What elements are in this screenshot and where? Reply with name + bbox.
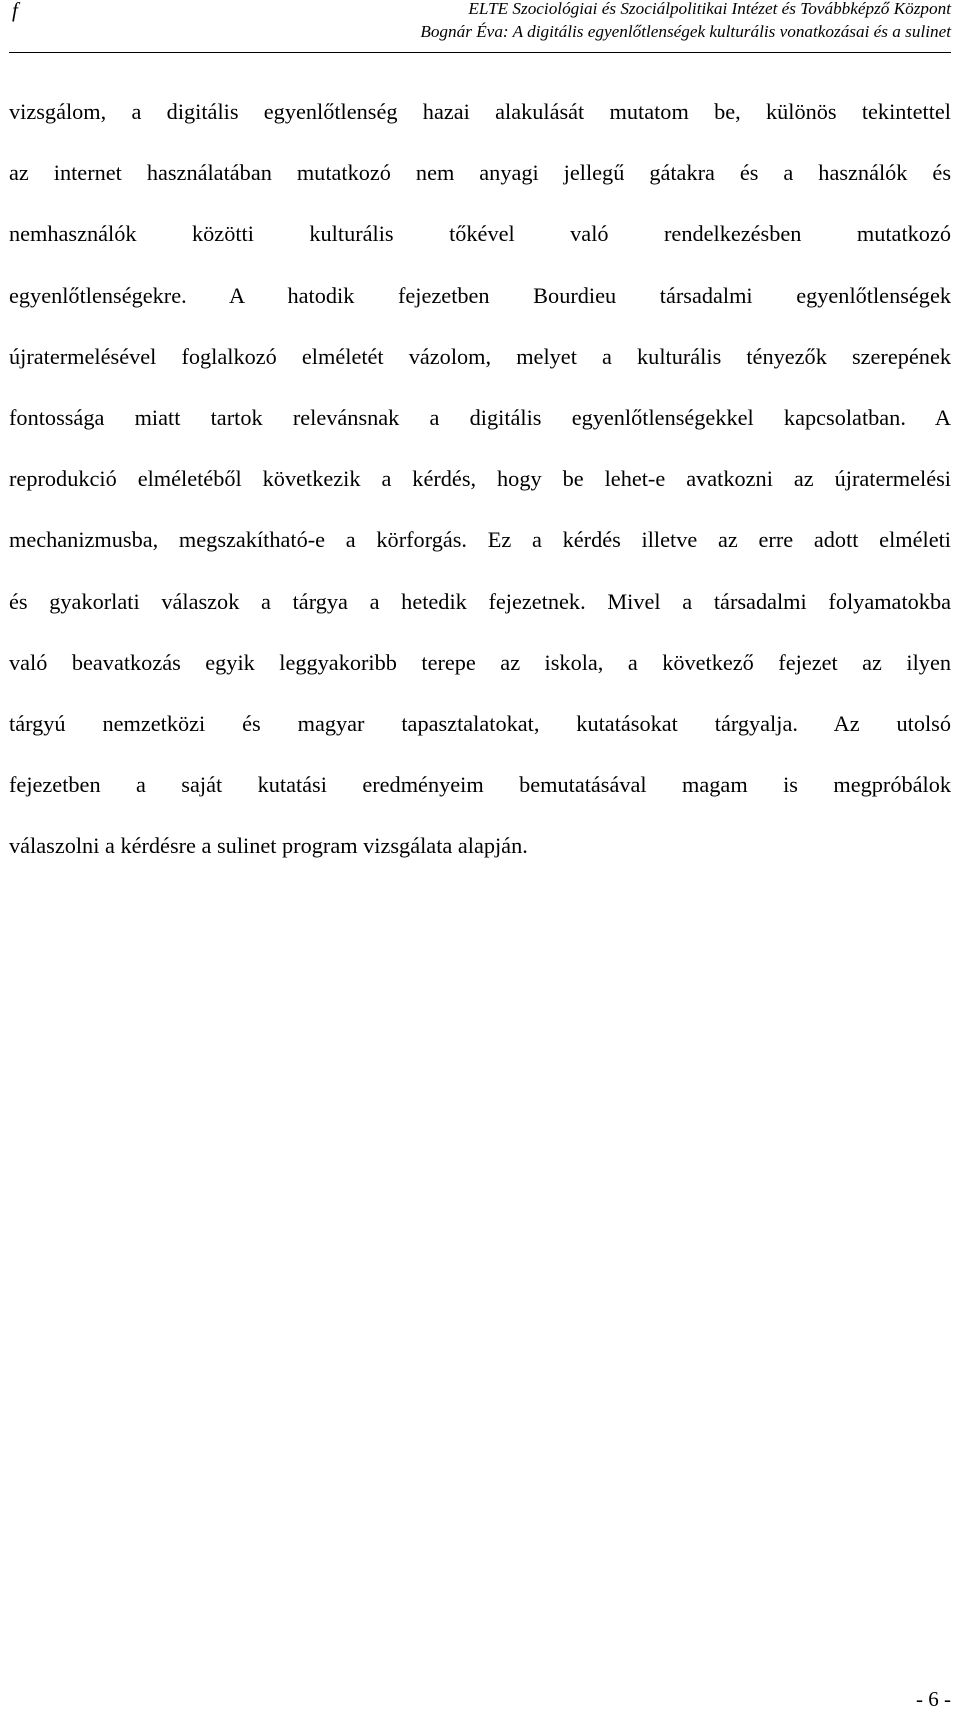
text-line: fontossága miatt tartok relevánsnak a digitális egyenlőtlenségekkel kapcsolatban. A [9, 404, 951, 430]
page-header [9, 0, 951, 53]
header-document-title: Bognár Éva: A digitális egyenlőtlenségek kulturális vonatkozásai és a sulinet [420, 22, 951, 41]
header-text [420, 0, 951, 43]
text-line: tárgyú nemzetközi és magyar tapasztalatokat, kutatásokat tárgyalja. Az utolsó [9, 710, 951, 736]
text-line: mechanizmusba, megszakítható-e a körforgás. Ez a kérdés illetve az erre adott elméleti [9, 527, 951, 553]
text-line: vizsgálom, a digitális egyenlőtlenség hazai alakulását mutatom be, különös tekintettel [9, 99, 951, 124]
text-line: nemhasználók közötti kulturális tőkével való rendelkezésben mutatkozó [9, 221, 951, 247]
text-line: és gyakorlati válaszok a tárgya a hetedik fejezetnek. Mivel a társadalmi folyamatokba [9, 588, 951, 614]
text-line: való beavatkozás egyik leggyakoribb terepe az iskola, a következő fejezet az ilyen [9, 649, 951, 675]
text-line: egyenlőtlenségekre. A hatodik fejezetben Bourdieu társadalmi egyenlőtlenségek [9, 282, 951, 308]
page-number: - 6 - [916, 1687, 951, 1711]
body-paragraph [9, 81, 951, 876]
text-line: újratermelésével foglalkozó elméletét vázolom, melyet a kulturális tényezők szerepének [9, 343, 951, 369]
text-line: reprodukció elméletéből következik a kérdés, hogy be lehet-e avatkozni az újratermelési [9, 466, 951, 492]
text-line: az internet használatában mutatkozó nem anyagi jellegű gátakra és a használók és [9, 160, 951, 186]
header-institution: ELTE Szociológiai és Szociálpolitikai Intézet és Továbbképző Központ [468, 0, 951, 18]
text-line: válaszolni a kérdésre a sulinet program vizsgálata alapján. [9, 833, 528, 859]
institution-logo: f [12, 0, 18, 22]
text-line: fejezetben a saját kutatási eredményeim bemutatásával magam is megpróbálok [9, 772, 951, 798]
